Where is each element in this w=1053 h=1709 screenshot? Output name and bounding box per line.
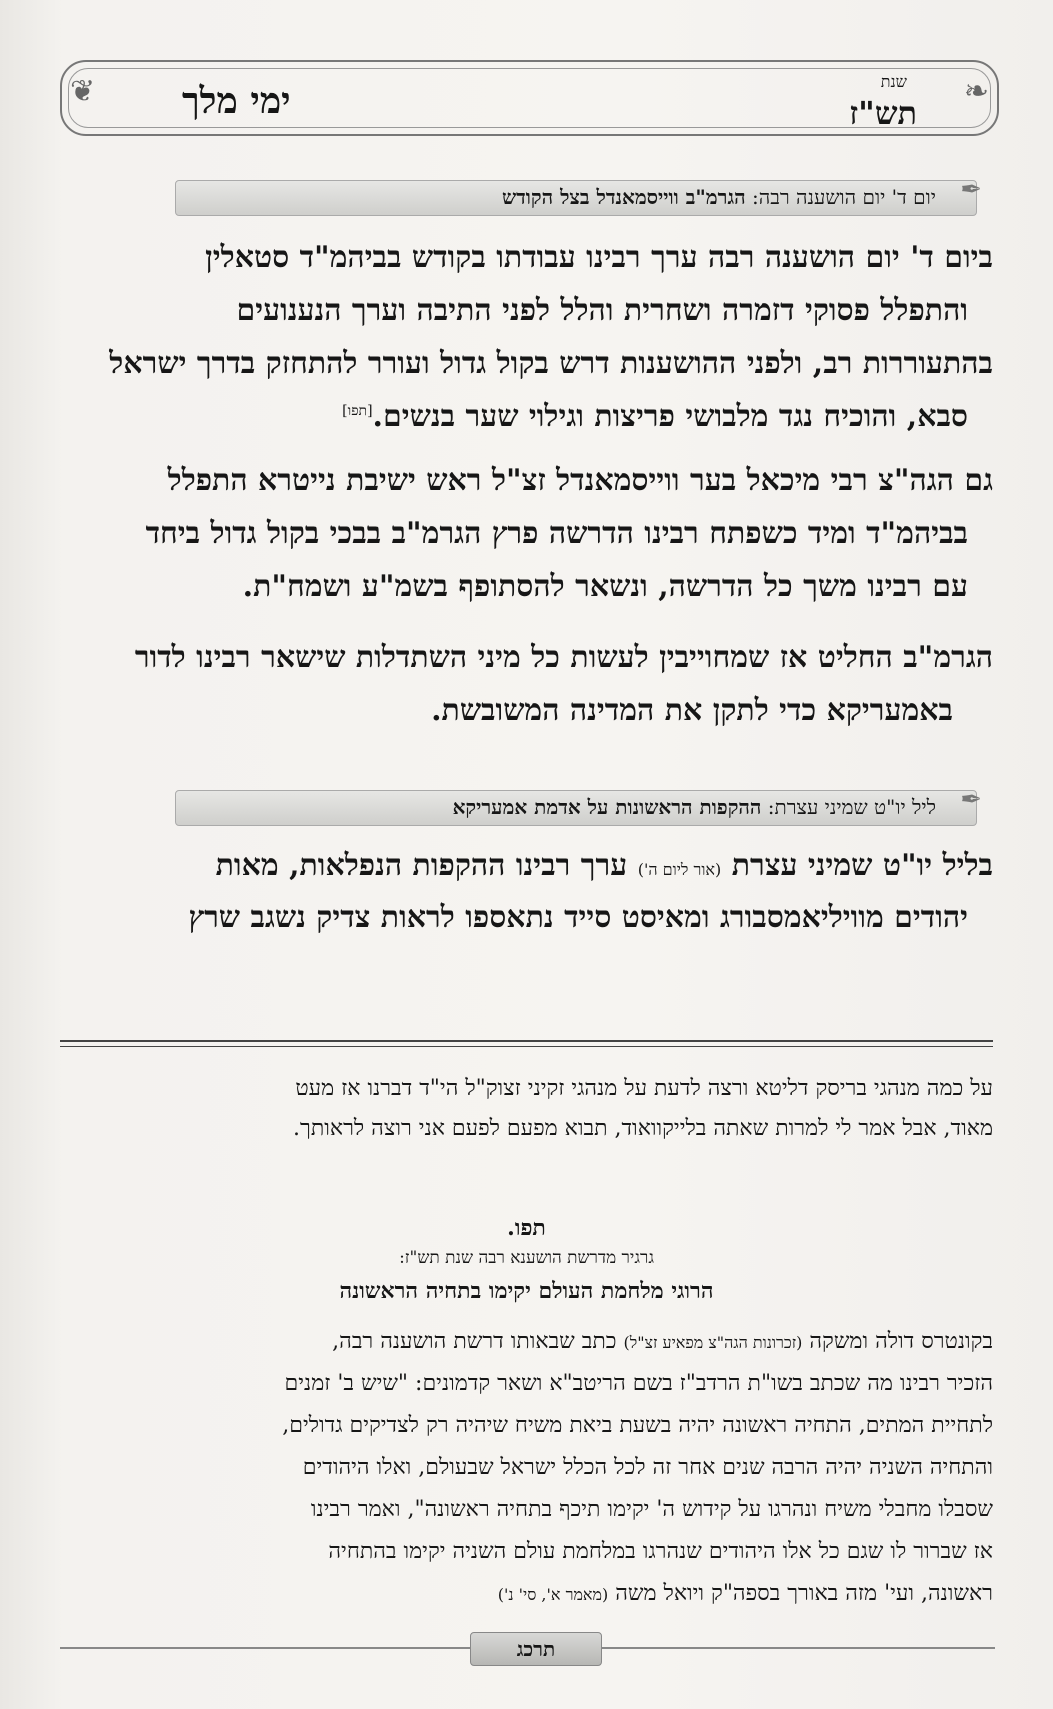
body-line: באמעריקא כדי לתקן את המדינה המשובשת. — [431, 693, 953, 728]
footer-rule — [60, 1647, 470, 1649]
body-line: הגרמ"ב החליט אז שמחוייבין לעשות כל מיני השתדלות שישאר רבינו לדור — [134, 640, 993, 675]
quill-icon: ✒ — [960, 175, 982, 205]
footnote-line: והתחיה השניה יהיה הרבה שנים אחר זה לכל הכלל ישראל שבעולם, ואלו היהודים — [302, 1455, 993, 1480]
footnote-line: מאוד, אבל אמר לי למרות שאתה בלייקוואוד, תבוא מפעם לפעם אני רוצה לראותך. — [293, 1116, 993, 1141]
footnote-source: גרגיר מדרשת הושענא רבה שנת תש"ז: — [399, 1248, 654, 1268]
ornament-curl-icon: ❦ — [70, 74, 96, 109]
footnote-line: ראשונה, ועי' מזה באורך בספה"ק ויואל משה (מאמר א', סי' נ') — [497, 1581, 993, 1606]
running-header — [60, 60, 999, 136]
year: תש"ז — [849, 94, 917, 132]
body-line: ביום ד' יום הושענה רבה ערך רבינו עבודתו בקודש בביהמ"ד סטאלין — [205, 240, 993, 275]
footnote-separator — [60, 1040, 993, 1042]
section-banner — [175, 785, 982, 826]
book-title: ימי מלך — [182, 80, 291, 122]
section-banner — [175, 175, 982, 216]
section-heading: ליל יו"ט שמיני עצרת: ההקפות הראשונות על אדמת אמעריקא — [452, 795, 936, 819]
footnote-line: על כמה מנהגי בריסק דליטא ורצה לדעת על מנהגי זקיני זצוק"ל הי"ד דברנו אז מעט — [295, 1076, 993, 1101]
footnote-marker: [תפו] — [342, 403, 373, 419]
page-number: תרכג — [470, 1632, 602, 1666]
body-line: בליל יו"ט שמיני עצרת (אור ליום ה') ערך רבינו ההקפות הנפלאות, מאות — [215, 848, 993, 883]
body-line: יהודים מוויליאמסבורג ומאיסט סייד נתאספו לראות צדיק נשגב שרץ — [188, 900, 968, 935]
footnote-line: אז שברור לו שגם כל אלו היהודים שנהרגו במלחמת עולם השניה יקימו בהתחיה — [328, 1539, 993, 1564]
footnote-separator — [60, 1046, 993, 1047]
footnote-line: בקונטרס דולה ומשקה (זכרונות הגה"צ מפאיע זצ"ל) כתב שבאותו דרשת הושענה רבה, — [332, 1329, 993, 1354]
body-line: סבא, והוכיח נגד מלבושי פריצות וגילוי שער בנשים.[תפו] — [342, 399, 968, 434]
section-heading: יום ד' יום הושענה רבה: הגרמ"ב ווייסמאנדל בצל הקודש — [502, 185, 936, 209]
footer-rule — [600, 1647, 995, 1649]
footnote-line: לתחיית המתים, התחיה ראשונה יהיה בשעת ביאת משיח שיהיה רק לצדיקים גדולים, — [282, 1413, 993, 1438]
footnote-line: שסבלו מחבלי משיח ונהרגו על קידוש ה' יקימו תיכף בתחיה ראשונה", ואמר רבינו — [310, 1497, 993, 1522]
footnote-marker-label: תפו. — [507, 1215, 546, 1241]
ornament-curl-icon: ❧ — [963, 74, 989, 109]
year-label: שנת — [880, 72, 907, 91]
footnote-heading: הרוגי מלחמת העולם יקימו בתחיה הראשונה — [339, 1278, 714, 1304]
quill-icon: ✒ — [960, 785, 982, 815]
body-line: עם רבינו משך כל הדרשה, ונשאר להסתופף בשמ"ע ושמח"ת. — [242, 569, 968, 604]
body-line: בביהמ"ד ומיד כשפתח רבינו הדרשה פרץ הגרמ"ב בבכי בקול גדול ביחד — [145, 516, 968, 551]
footnote-line: הזכיר רבינו מה שכתב בשו"ת הרדב"ז בשם הריטב"א ושאר קדמונים: "שיש ב' זמנים — [284, 1371, 993, 1396]
body-line: בהתעוררות רב, ולפני ההושענות דרש בקול גדול ועורר להתחזק בדרך ישראל — [109, 346, 993, 381]
body-line: והתפלל פסוקי דזמרה ושחרית והלל לפני התיבה וערך הנענועים — [236, 293, 968, 328]
body-line: גם הגה"צ רבי מיכאל בער ווייסמאנדל זצ"ל ראש ישיבת נייטרא התפלל — [167, 463, 993, 498]
